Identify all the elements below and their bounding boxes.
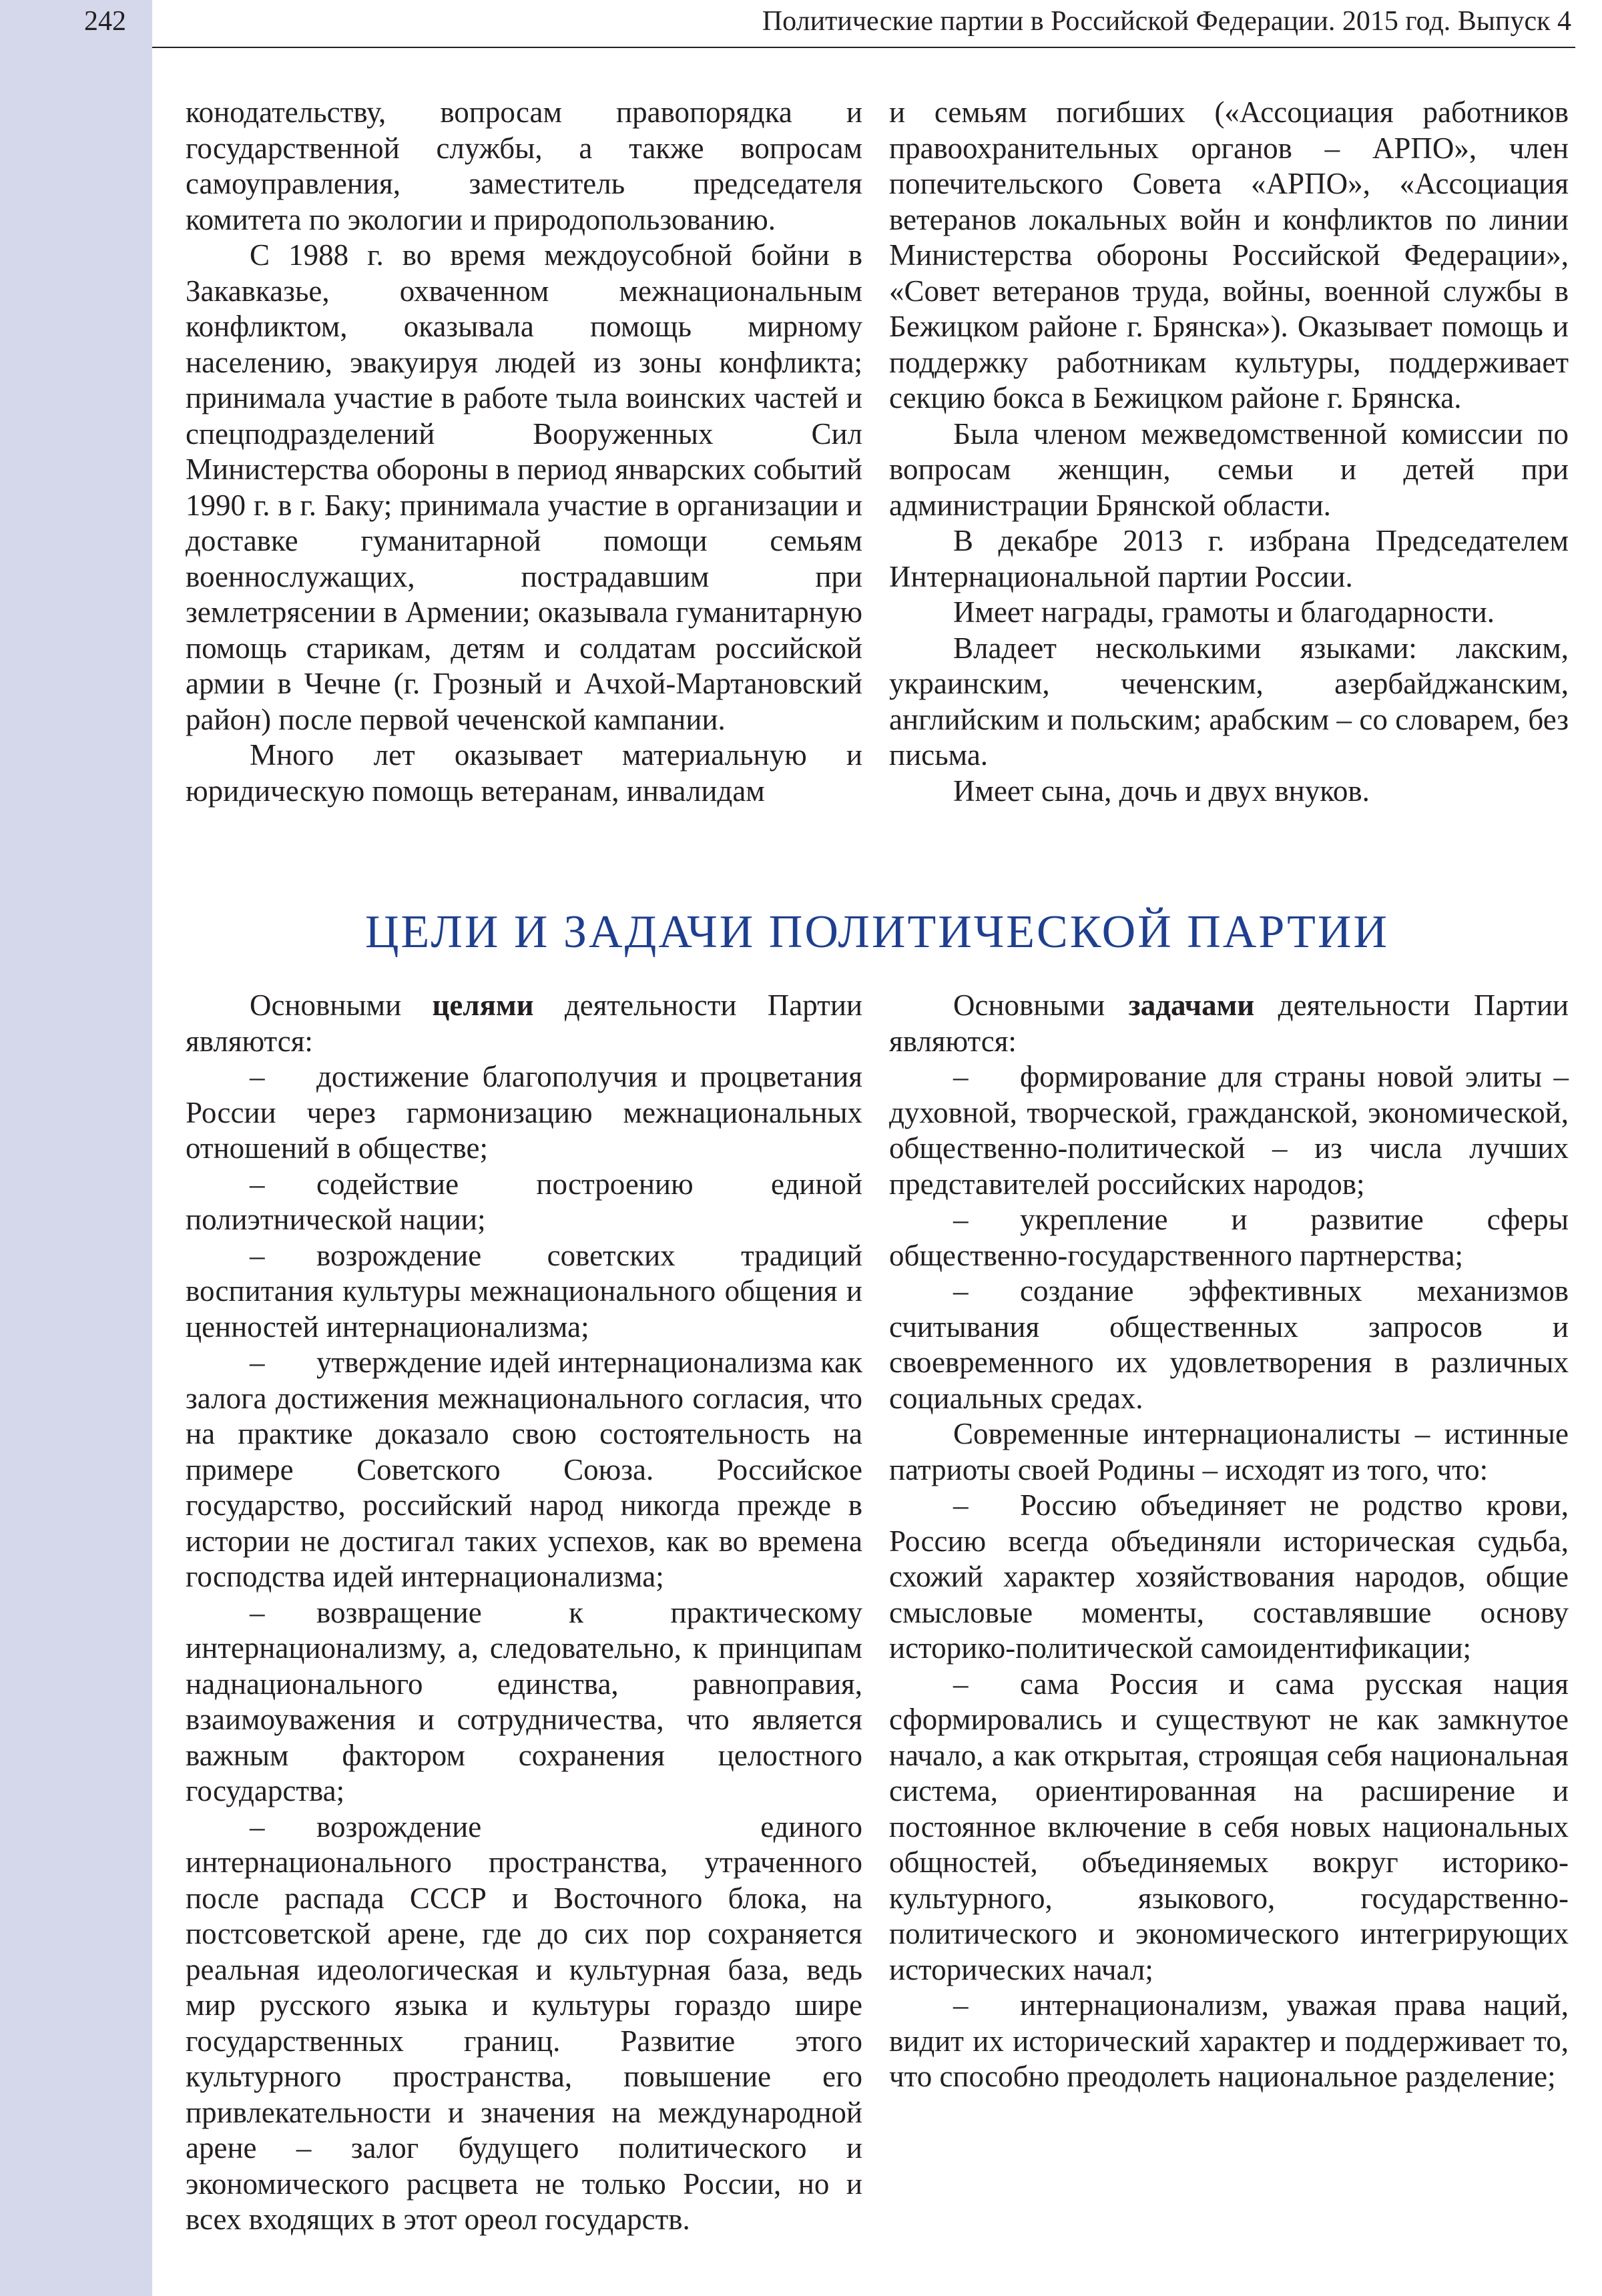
list-item-text: возвращение к практическому интернационализму, а, следовательно, к принципам наднационального единства, равноправия, взаимоуважения и сотрудничества, что является важным фактором сохранения целостного государства;: [186, 1595, 862, 1807]
tasks-intro: [889, 988, 1569, 1059]
list-item-text: возрождение советских традиций воспитания культуры межнационального общения и ценностей интернационализма;: [186, 1238, 862, 1344]
intro-text: Основными: [250, 988, 433, 1022]
dash-marker: –: [953, 1488, 969, 1522]
list-item: [889, 1059, 1569, 1202]
page-header: [0, 0, 1602, 48]
paragraph: С 1988 г. во время междоусобной бойни в Закавказье, охваченном межнациональным конфликтом, оказывала помощь мирному населению, эвакуируя людей из зоны конфликта; принимала участие в работе тыла воинских частей и спецподразделений Вооруженных Сил Министерства обороны в период январских событий 1990 г. в г. Баку; принимала участие в организации и доставке гуманитарной помощи семьям военнослужащих, пострадавшим при землетрясении в Армении; оказывала гуманитарную помощь старикам, детям и солдатам российской армии в Чечне (г. Грозный и Ачхой-Мартановский район) после первой чеченской кампании.: [186, 238, 862, 736]
list-item-text: содействие построению единой полиэтнической нации;: [186, 1167, 862, 1236]
list-item: [186, 1595, 862, 1809]
running-title: Политические партии в Российской Федерации. 2015 год. Выпуск 4: [762, 6, 1571, 37]
list-item-text: интернационализм, уважая права наций, видит их исторический характер и поддерживает то, что способно преодолеть национальное разделение;: [889, 1988, 1569, 2093]
intro-keyword: целями: [432, 988, 534, 1022]
list-item: [186, 1059, 862, 1167]
dash-marker: –: [250, 1238, 265, 1272]
bio-right-column: [889, 95, 1569, 809]
goals-column: [186, 988, 862, 2238]
paragraph: конодательству, вопросам правопорядка и государственной службы, а также вопросам самоуправления, заместитель председателя комитета по экологии и природопользованию.: [186, 95, 862, 236]
dash-marker: –: [953, 1988, 969, 2022]
list-item-text: создание эффективных механизмов считывания общественных запросов и своевременного их удовлетворения в различных социальных средах.: [889, 1274, 1569, 1415]
dash-marker: –: [953, 1274, 969, 1308]
header-rule: [152, 47, 1575, 48]
list-item: [186, 1345, 862, 1595]
list-item-text: Россию объединяет не родство крови, Россию всегда объединяли историческая судьба, схожий характер хозяйствования народов, общие смысловые моменты, составлявшие основу историко-политической самоидентификации;: [889, 1488, 1569, 1665]
tasks-column: [889, 988, 1569, 2095]
list-item-text: утверждение идей интернационализма как залога достижения межнационального согласия, что на практике доказало свою состоятельность на примере Советского Союза. Российское государство, российский народ никогда прежде в истории не достигал таких успехов, как во времена господства идей интернационализма;: [186, 1346, 862, 1593]
list-item-text: достижение благополучия и процветания России через гармонизацию межнациональных отношений в обществе;: [186, 1060, 862, 1165]
paragraph: Имеет сына, дочь и двух внуков.: [953, 774, 1370, 808]
list-item-text: укрепление и развитие сферы общественно-государственного партнерства;: [889, 1203, 1569, 1272]
intro-text: деятельности Партии являются:: [186, 988, 862, 1058]
paragraph: Современные интернационалисты – истинные патриоты своей Родины – исходят из того, что:: [889, 1417, 1569, 1486]
list-item: [889, 1202, 1569, 1273]
list-item: [186, 1238, 862, 1346]
intro-text: деятельности Партии являются:: [889, 988, 1569, 1058]
goals-intro: [186, 988, 862, 1059]
list-item: [889, 1488, 1569, 1667]
list-item-text: сама Россия и сама русская нация сформировались и существуют не как замкнутое начало, а как открытая, строящая себя национальная система, ориентированная на расширение и постоянное включение в себя новых национальных общностей, объединяемых вокруг историко-культурного, языкового, государственно-политического и экономического интегрирующих исторических начал;: [889, 1667, 1569, 1986]
dash-marker: –: [953, 1667, 969, 1701]
paragraph: и семьям погибших («Ассоциация работников правоохранительных органов – АРПО», член попечительского Совета «АРПО», «Ассоциация ветеранов локальных войн и конфликтов по линии Министерства обороны Российской Федерации», «Совет ветеранов труда, войны, военной службы в Бежицком районе г. Брянска»). Оказывает помощь и поддержку работникам культуры, поддерживает секцию бокса в Бежицком районе г. Брянска.: [889, 95, 1569, 414]
list-item: [186, 1167, 862, 1238]
paragraph: Владеет несколькими языками: лакским, украинским, чеченским, азербайджанским, английским и польским; арабским – со словарем, без письма.: [889, 631, 1569, 772]
dash-marker: –: [953, 1060, 969, 1093]
intro-text: Основными: [953, 988, 1129, 1022]
list-item: [186, 1809, 862, 2238]
intro-keyword: задачами: [1128, 988, 1255, 1022]
page-number: 242: [84, 6, 126, 37]
paragraph: В декабре 2013 г. избрана Председателем Интернациональной партии России.: [889, 524, 1569, 593]
dash-marker: –: [250, 1809, 265, 1843]
dash-marker: –: [953, 1203, 969, 1236]
left-margin-band: [0, 0, 152, 2296]
list-item-text: формирование для страны новой элиты – духовной, творческой, гражданской, экономической, общественно-политической – из числа лучших представителей российских народов;: [889, 1060, 1569, 1201]
list-item: [889, 1988, 1569, 2095]
list-item: [889, 1273, 1569, 1416]
paragraph: Имеет награды, грамоты и благодарности.: [953, 595, 1495, 629]
section-heading: ЦЕЛИ И ЗАДАЧИ ПОЛИТИЧЕСКОЙ ПАРТИИ: [365, 906, 1389, 958]
list-item: [889, 1667, 1569, 1988]
bio-left-column: [186, 95, 862, 809]
dash-marker: –: [250, 1346, 265, 1379]
dash-marker: –: [250, 1060, 265, 1093]
dash-marker: –: [250, 1167, 265, 1201]
list-item-text: возрождение единого интернационального пространства, утраченного после распада СССР и Восточного блока, на постсоветской арене, где до сих пор сохраняется реальная идеологическая и культурная база, ведь мир русского языка и культуры гораздо шире государственных границ. Развитие этого культурного пространства, повышение его привлекательности и значения на международной арене – залог будущего политического и экономического расцвета не только России, но и всех входящих в этот ореол государств.: [186, 1809, 862, 2236]
dash-marker: –: [250, 1595, 265, 1629]
paragraph: Много лет оказывает материальную и юридическую помощь ветеранам, инвалидам: [186, 738, 862, 808]
paragraph: Была членом межведомственной комиссии по вопросам женщин, семьи и детей при администрации Брянской области.: [889, 416, 1569, 522]
